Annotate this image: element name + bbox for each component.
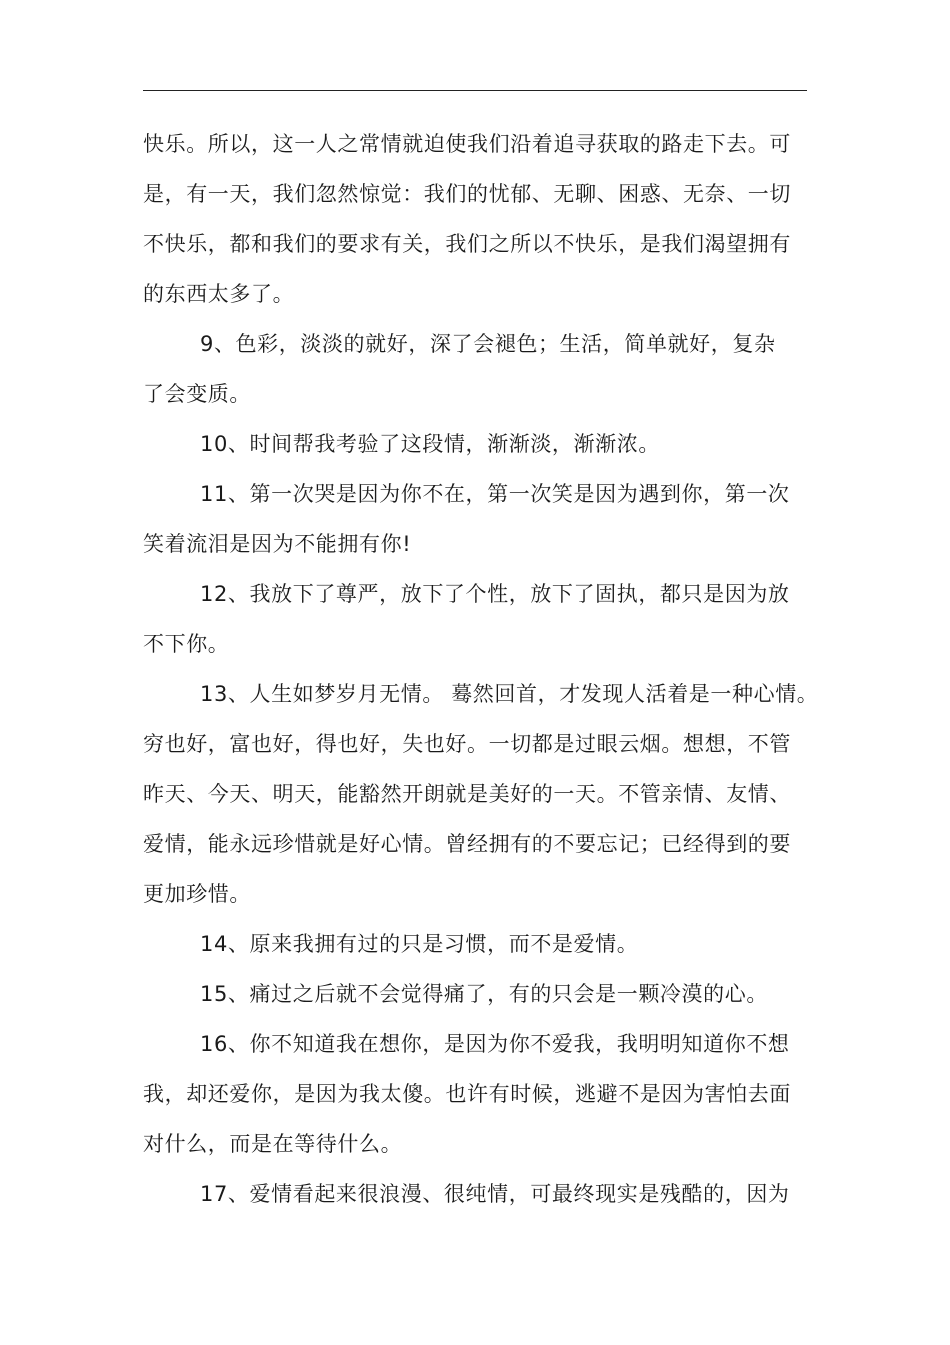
text-line: 不快乐，都和我们的要求有关，我们之所以不快乐，是我们渴望拥有 (143, 232, 791, 256)
text-line: 14、原来我拥有过的只是习惯，而不是爱情。 (200, 932, 639, 956)
text-line: 15、痛过之后就不会觉得痛了，有的只会是一颗冷漠的心。 (200, 982, 768, 1006)
text-line: 13、人生如梦岁月无情。 蓦然回首，才发现人活着是一种心情。 (200, 682, 819, 706)
text-line: 的东西太多了。 (143, 282, 295, 306)
header-rule (143, 90, 807, 91)
text-line: 10、时间帮我考验了这段情，渐渐淡，渐渐浓。 (200, 432, 660, 456)
text-line: 11、第一次哭是因为你不在，第一次笑是因为遇到你，第一次 (200, 482, 790, 506)
text-line: 了会变质。 (143, 382, 251, 406)
text-line: 穷也好，富也好，得也好，失也好。一切都是过眼云烟。想想，不管 (143, 732, 791, 756)
text-line: 昨天、今天、明天，能豁然开朗就是美好的一天。不管亲情、友情、 (143, 782, 791, 806)
text-line: 是，有一天，我们忽然惊觉：我们的忧郁、无聊、困惑、无奈、一切 (143, 182, 791, 206)
text-line: 我，却还爱你，是因为我太傻。也许有时候，逃避不是因为害怕去面 (143, 1082, 791, 1106)
text-line: 笑着流泪是因为不能拥有你! (143, 532, 412, 556)
text-line: 快乐。所以，这一人之常情就迫使我们沿着追寻获取的路走下去。可 (143, 132, 791, 156)
text-line: 9、色彩，淡淡的就好，深了会褪色；生活，简单就好，复杂 (200, 332, 776, 356)
text-line: 不下你。 (143, 632, 230, 656)
text-line: 对什么，而是在等待什么。 (143, 1132, 403, 1156)
text-line: 16、你不知道我在想你，是因为你不爱我，我明明知道你不想 (200, 1032, 790, 1056)
text-line: 爱情，能永远珍惜就是好心情。曾经拥有的不要忘记；已经得到的要 (143, 832, 791, 856)
text-line: 更加珍惜。 (143, 882, 251, 906)
text-line: 17、爱情看起来很浪漫、很纯情，可最终现实是残酷的，因为 (200, 1182, 790, 1206)
text-line: 12、我放下了尊严，放下了个性，放下了固执，都只是因为放 (200, 582, 790, 606)
